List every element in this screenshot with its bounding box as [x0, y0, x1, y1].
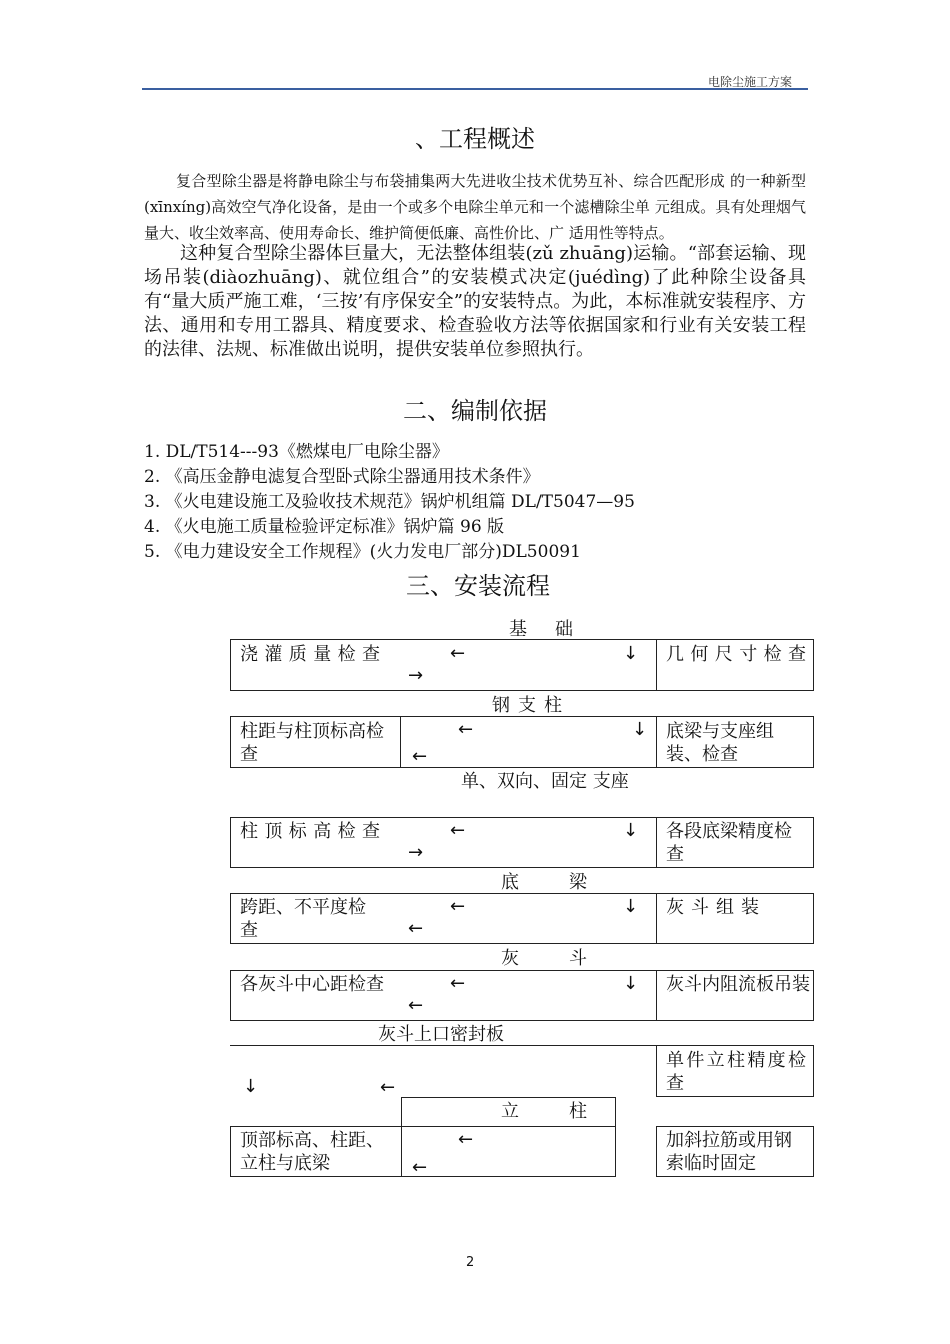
arrow-down-icon: ↓	[623, 643, 639, 664]
arrow-right-icon: →	[408, 665, 424, 686]
header-divider	[142, 88, 808, 90]
flow-single-column-check: 单件立柱精度检查	[666, 1050, 806, 1094]
flow-column: 立柱	[501, 1101, 637, 1122]
flow-hopper-seal-plate: 灰斗上口密封板	[378, 1024, 504, 1045]
flow-row-4-divider	[656, 893, 657, 944]
flow-beam-precision-check: 各段底梁精度检查	[666, 821, 792, 865]
reference-item-3: 3. 《火电建设施工及验收技术规范》锅炉机组篇 DL/T5047—95	[144, 492, 635, 512]
reference-item-1: 1. DL/T514---93《燃煤电厂电除尘器》	[144, 442, 449, 462]
flow-hopper-center-check: 各灰斗中心距检查	[240, 974, 384, 995]
arrow-left-icon: ←	[408, 995, 424, 1016]
arrow-down-icon: ↓	[623, 973, 639, 994]
flow-row-6-line	[230, 1045, 656, 1046]
page-number: 2	[466, 1255, 475, 1270]
arrow-down-icon: ↓	[632, 719, 648, 740]
arrow-down-icon: ↓	[243, 1076, 259, 1097]
arrow-down-icon: ↓	[623, 896, 639, 917]
flow-column-top-check: 柱顶标高检查	[240, 821, 380, 842]
reference-item-5: 5. 《电力建设安全工作规程》(火力发电厂部分)DL50091	[144, 542, 581, 562]
flow-geometry-check: 几何尺寸检查	[666, 644, 806, 665]
flow-row-2-right-divider	[656, 716, 657, 768]
reference-item-2: 2. 《高压金静电滤复合型卧式除尘器通用技术条件》	[144, 467, 540, 487]
flow-top-elevation-check: 顶部标高、柱距、立柱与底梁	[240, 1130, 384, 1174]
arrow-down-icon: ↓	[623, 820, 639, 841]
header-title: 电除尘施工方案	[708, 75, 793, 89]
arrow-left-icon: ←	[450, 973, 466, 994]
paragraph-1: 复合型除尘器是将静电除尘与布袋捕集两大先进收尘技术优势互补、综合匹配形成 的一种新型(xīnxíng)高效空气净化设备，是由一个或多个电除尘单元和一个滤槽除尘单 元组成。具有处理烟气量大、收尘效率高、使用寿命长、维护简便低廉、高性价比、广 适用性等特点。	[144, 172, 806, 242]
section-2-title: 二、编制依据	[403, 397, 547, 425]
flow-hopper-baffle-lift: 灰斗内阻流板吊装	[666, 974, 810, 995]
arrow-left-icon: ←	[450, 896, 466, 917]
flow-row-3-divider	[656, 817, 657, 868]
arrow-left-icon: ←	[412, 1157, 428, 1178]
section-3-title: 三、安装流程	[406, 572, 550, 600]
flow-span-flatness-check: 跨距、不平度检查	[240, 897, 366, 941]
section-1-title: 、工程概述	[415, 125, 535, 153]
reference-item-4: 4. 《火电施工质量检验评定标准》锅炉篇 96 版	[144, 517, 505, 537]
flow-row-5-divider	[656, 970, 657, 1021]
flow-supports: 单、双向、固定 支座	[461, 771, 629, 792]
flow-hopper-assembly: 灰斗组装	[666, 897, 766, 918]
flow-column-box-divider	[401, 1126, 616, 1127]
arrow-left-icon: ←	[412, 746, 428, 767]
arrow-left-icon: ←	[380, 1077, 396, 1098]
flow-row-2-left-divider	[400, 716, 401, 768]
arrow-left-icon: ←	[458, 1129, 474, 1150]
flow-hopper: 灰斗	[501, 948, 637, 969]
arrow-left-icon: ←	[458, 719, 474, 740]
flow-column-spacing-check: 柱距与柱顶标高检查	[240, 721, 384, 765]
flow-temp-fix: 加斜拉筋或用钢索临时固定	[666, 1130, 792, 1174]
paragraph-2: 这种复合型除尘器体巨量大，无法整体组装(zǔ zhuāng)运输。“部套运输、现场吊装(diàozhuāng)、就位组合”的安装模式决定(juédìng)了此种除尘设备具有“量大质严施工难，‘三按’有序保安全”的安装特点。为此，本标准就安装程序、方法、通用和专用工器具、精度要求、检查验收方法等依据国家和行业有关安装工程的法律、法规、标准做出说明，提供安装单位参照执行。	[144, 243, 806, 360]
flow-beam-support-assembly: 底梁与支座组装、检查	[666, 721, 774, 765]
arrow-left-icon: ←	[450, 643, 466, 664]
flow-row-1-divider	[656, 639, 657, 691]
flow-bottom-beam: 底梁	[501, 872, 637, 893]
arrow-left-icon: ←	[450, 820, 466, 841]
flow-steel-column: 钢支柱	[492, 695, 570, 716]
flow-pour-check: 浇灌质量检查	[240, 644, 380, 665]
arrow-left-icon: ←	[408, 918, 424, 939]
arrow-right-icon: →	[408, 842, 424, 863]
flow-foundation: 基础	[509, 619, 601, 640]
